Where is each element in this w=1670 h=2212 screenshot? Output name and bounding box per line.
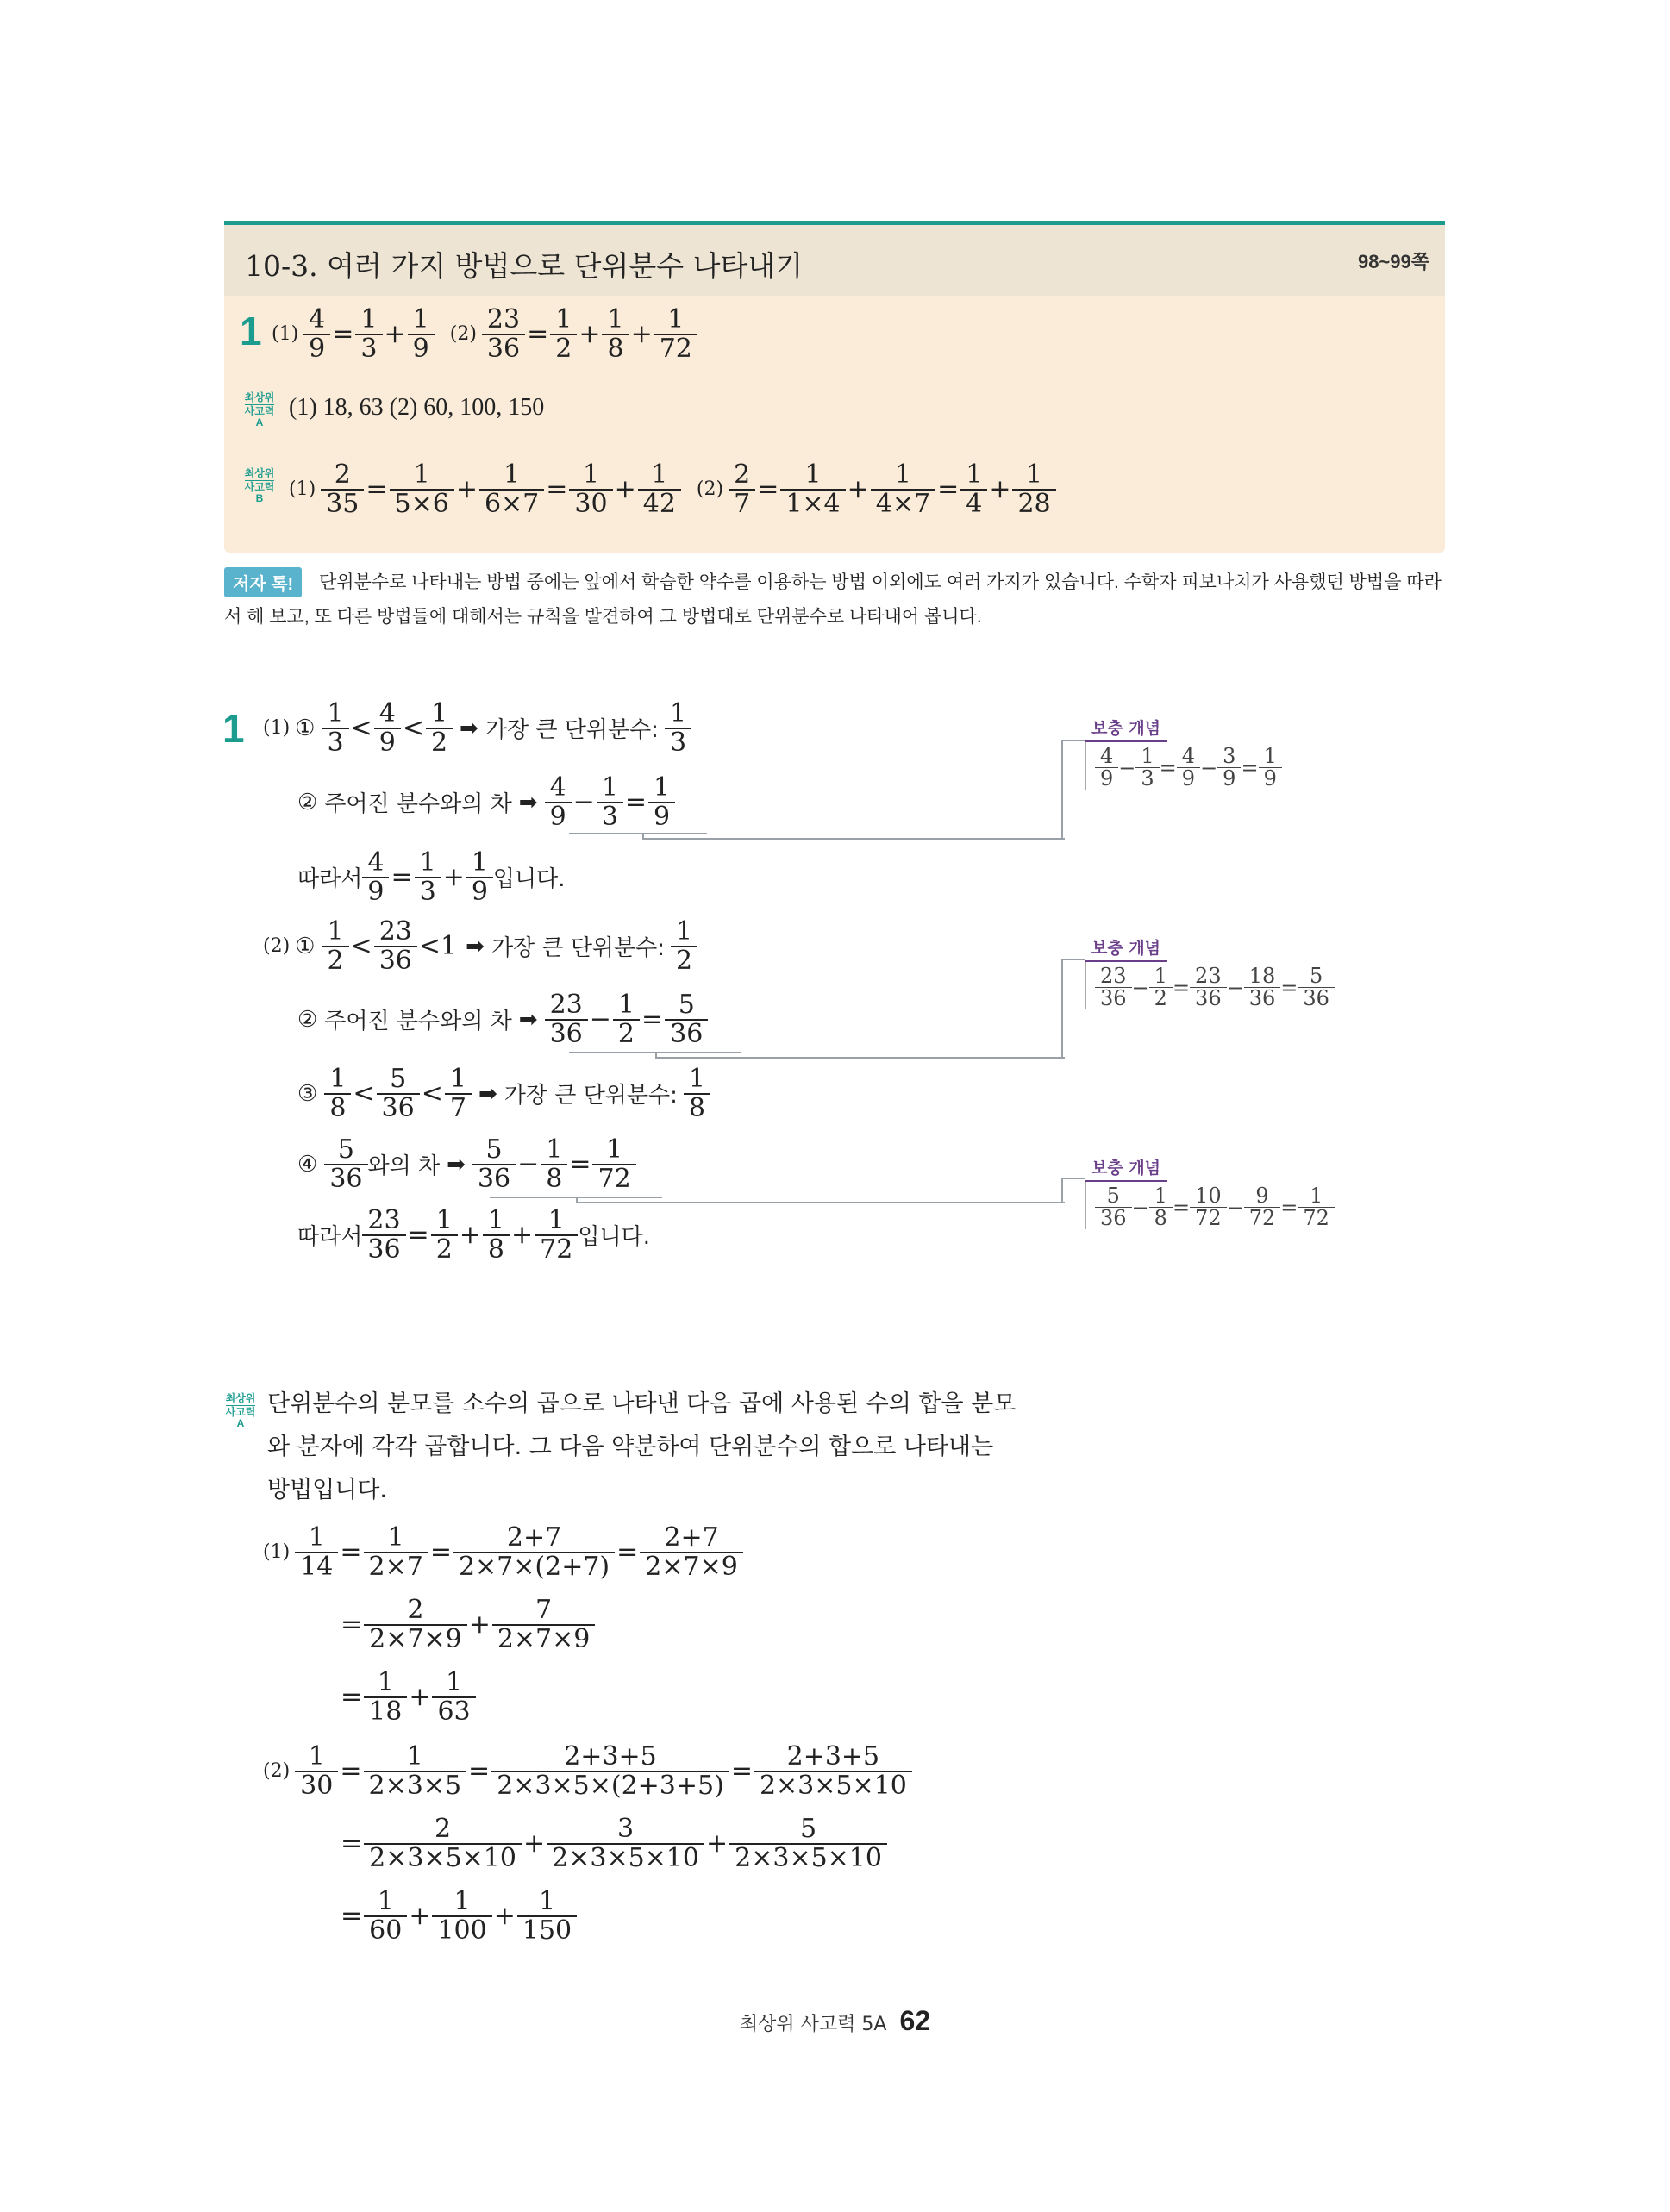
section-title: 10-3. 여러 가지 방법으로 단위분수 나타내기 bbox=[245, 249, 804, 283]
arrow-icon: ➡ bbox=[460, 715, 478, 741]
method-a-1-line3: = $\frac{1}{18}$ + $\frac{1}{63}$ bbox=[339, 1669, 476, 1725]
footer bbox=[0, 2005, 1670, 2037]
connector-line bbox=[1061, 1178, 1085, 1179]
method-a-1-line2: = $\frac{2}{2\times 7\times 9}$ + $\frac{7}{2\times 7\times 9}$ bbox=[339, 1597, 595, 1653]
connector-line bbox=[1061, 1178, 1063, 1203]
sol2-step4: ④ 5 36 와의 차 ➡ 5 36 − $\frac{1}{8}$ = $\frac{1}{72}$ bbox=[297, 1136, 636, 1192]
answer-number: 1 bbox=[240, 309, 262, 353]
answer-a-text: (1) 18, 63 (2) 60, 100, 150 bbox=[289, 394, 545, 421]
connector-line bbox=[576, 1197, 1065, 1203]
concept-box-3: 보충 개념 5 36 − 1 8 = 10 72 − 9 72 = 1 72 bbox=[1085, 1155, 1360, 1229]
arrow-icon: ➡ bbox=[518, 789, 538, 815]
connector-line bbox=[1061, 740, 1063, 840]
sol1-step2: ② 주어진 분수와의 차 ➡ 4 9 − $\frac{1}{3}$ = $\frac{1}{9}$ bbox=[297, 774, 675, 830]
section-header bbox=[224, 221, 1445, 296]
tag-b: 최상위 사고력 B bbox=[244, 467, 275, 504]
method-a-1-line1: (1) $\frac{1}{14}$ = $\frac{1}{2\times 7}$ = $\frac{2+7}{2\times 7\times(2+7)}$ = $\frac{2+7}{2\times 7\times 9}$ bbox=[263, 1524, 743, 1580]
concept-box-2: 보충 개념 23 36 − 1 2 = 23 36 − 18 36 = 5 36 bbox=[1085, 935, 1360, 1009]
arrow-icon: ➡ bbox=[518, 1006, 538, 1033]
tip-text: 단위분수로 나타내는 방법 중에는 앞에서 학습한 약수를 이용하는 방법 이외에도 여러 가지가 있습니다. 수학자 피보나치가 사용했던 방법을 따라서 해 보고, 또 다른 방법들에 대해서는 규칙을 발견하여 그 방법대로 단위분수로 나타내어 봅니다. bbox=[224, 572, 1442, 627]
answer-1-equation: (1) $\frac{4}{9}$ = $\frac{1}{3}$ + $\frac{1}{9}$ (2) $\frac{23}{36}$ = $\frac{1}{2}$ + $\frac{1}{8}$ + $\frac{1}{72}$ bbox=[272, 306, 697, 362]
method-a-tag: 최상위 사고력 A bbox=[225, 1392, 256, 1429]
method-a-text: 단위분수의 분모를 소수의 곱으로 나타낸 다음 곱에 사용된 수의 합을 분모와 분자에 각각 곱합니다. 그 다음 약분하여 단위분수의 합으로 나타내는 방법입니다. bbox=[267, 1390, 1016, 1503]
page-range: 98~99쪽 bbox=[1357, 251, 1429, 272]
method-a-2-line1: (2) $\frac{1}{30}$ = $\frac{1}{2\times 3\times 5}$ = $\frac{2+3+5}{2\times 3\times 5\times(2+3+5)}$ = $\frac{2+3+5}{2\times 3\times 5\times 10}$ bbox=[263, 1743, 912, 1799]
sol2-conclusion: 따라서 $\frac{23}{36}$ = $\frac{1}{2}$ + $\frac{1}{8}$ + $\frac{1}{72}$ 입니다. bbox=[297, 1205, 650, 1265]
connector-line bbox=[1061, 740, 1085, 741]
concept-box-1: 보충 개념 4 9 − 1 3 = 4 9 − 3 9 = 1 9 bbox=[1085, 715, 1360, 790]
sol2-step3: ③ 1 8 < 5 36 < 1 7 ➡ 가장 큰 단위분수: 1 8 bbox=[297, 1065, 710, 1122]
arrow-icon: ➡ bbox=[478, 1080, 497, 1107]
connector-line bbox=[655, 1052, 1065, 1059]
arrow-icon: ➡ bbox=[466, 933, 485, 959]
footer-book-title: 최상위 사고력 5A bbox=[739, 2014, 887, 2035]
method-a-2-line3: = $\frac{1}{60}$ + $\frac{1}{100}$ + $\frac{1}{150}$ bbox=[339, 1888, 577, 1944]
sol1-conclusion: 따라서 $\frac{4}{9}$ = $\frac{1}{3}$ + $\frac{1}{9}$ 입니다. bbox=[297, 847, 566, 907]
sol1-step1: (1) ① 1 3 < 4 9 < 1 2 ➡ 가장 큰 단위분수: 1 3 bbox=[263, 700, 691, 756]
answer-b-equation: (1) $\frac{2}{35}$ = $\frac{1}{5\times 6}$ + $\frac{1}{6\times 7}$ = $\frac{1}{30}$ + $\frac{1}{42}$ (2) $\frac{2}{7}$ = $\frac{1}{1\times 4}$ + $\frac{1}{4\times 7}$ = $\frac{1}{4}$ + $\frac{1}{28}$ bbox=[289, 461, 1056, 517]
label-1: (1) bbox=[272, 323, 299, 345]
tag-a: 최상위 사고력 A bbox=[244, 391, 275, 428]
answer-box bbox=[224, 296, 1445, 553]
arrow-icon: ➡ bbox=[447, 1151, 466, 1178]
sol2-step2: ② 주어진 분수와의 차 ➡ 23 36 − $\frac{1}{2}$ = $\frac{5}{36}$ bbox=[297, 991, 708, 1047]
solution-number: 1 bbox=[222, 706, 245, 751]
page-number: 62 bbox=[899, 2005, 931, 2036]
label-2: (2) bbox=[449, 323, 477, 345]
connector-line bbox=[1061, 959, 1063, 1059]
tip-badge: 저자 톡! bbox=[224, 567, 302, 597]
connector-line bbox=[1061, 959, 1085, 960]
sol2-step1: (2) ① 1 2 < 23 36 <1 ➡ 가장 큰 단위분수: 1 2 bbox=[263, 918, 697, 974]
connector-line bbox=[642, 833, 1065, 840]
method-a-2-line2: = $\frac{2}{2\times 3\times 5\times 10}$ + $\frac{3}{2\times 3\times 5\times 10}$ + $\frac{5}{2\times 3\times 5\times 10}$ bbox=[339, 1815, 887, 1871]
